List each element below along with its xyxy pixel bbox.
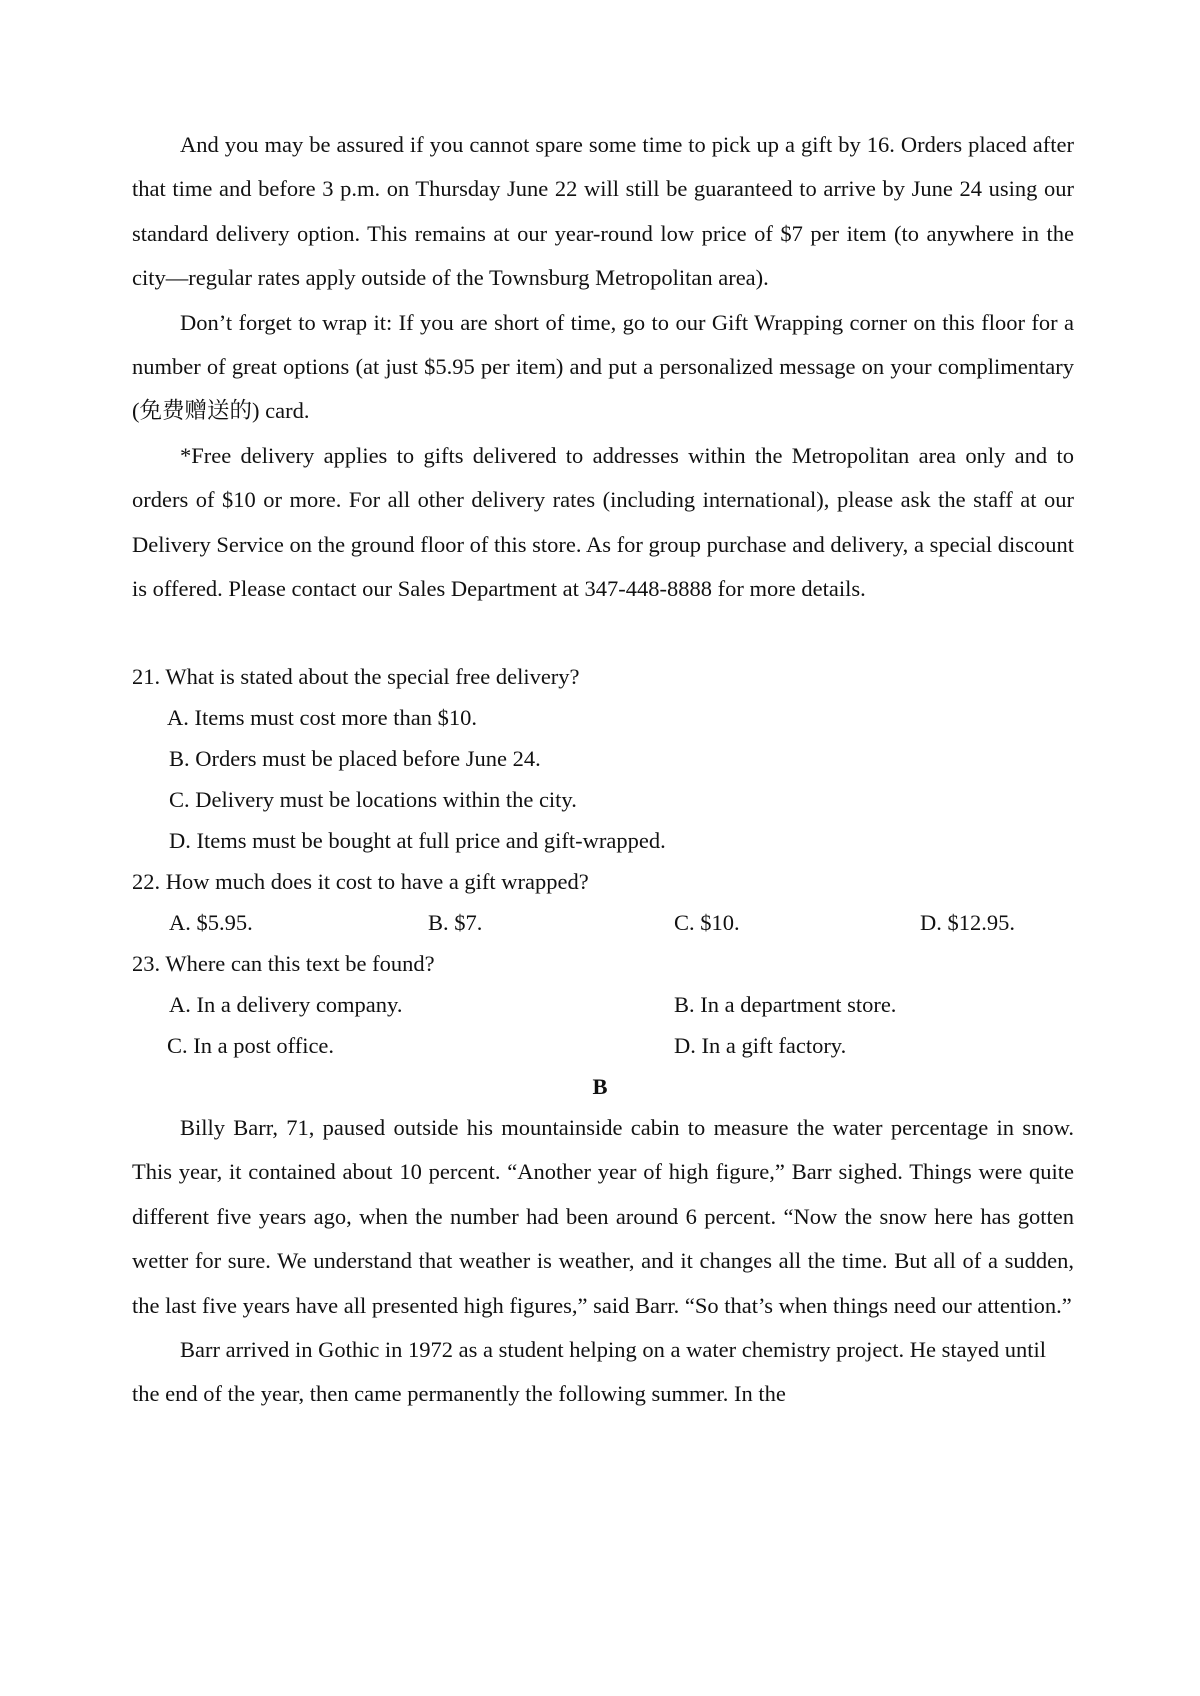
question-22-option-a: A. $5.95. [169,910,253,935]
question-23-option-c: C. In a post office. [167,1033,335,1058]
question-21-option-c: C. Delivery must be locations within the city. [169,787,577,812]
question-23-option-d: D. In a gift factory. [674,1033,847,1058]
question-23-option-a: A. In a delivery company. [169,992,403,1017]
question-23-option-b: B. In a department store. [674,992,897,1017]
question-23-stem: 23. Where can this text be found? [132,951,435,976]
passage-b-paragraph-1: Billy Barr, 71, paused outside his mountainside cabin to measure the water percentage in snow. This year, it contained about 10 percent. “Another year of high figure,” Barr sighed. Things were quite different five years ago, when the number had been around 6 percent. “Now the snow here has gotten wetter for sure. We understand that weather is weather, and it changes all the time. But all of a sudden, the last five years have all presented high figures,” said Barr. “So that’s when things need our attention.” [132,1115,1074,1318]
question-21-stem: 21. What is stated about the special free delivery? [132,664,580,689]
passage-a-paragraph-1: And you may be assured if you cannot spare some time to pick up a gift by 16. Orders placed after that time and before 3 p.m. on Thursday June 22 will still be guaranteed to arrive by June 24 using our standard delivery option. This remains at our year-round low price of $7 per item (to anywhere in the city—regular rates apply outside of the Townsburg Metropolitan area). [132,132,1074,291]
passage-a-paragraph-2: Don’t forget to wrap it: If you are short of time, go to our Gift Wrapping corner on this floor for a number of great options (at just $5.95 per item) and put a personalized message on your complimentary (免费赠送的) card. [132,309,1074,424]
question-21-option-a: A. Items must cost more than $10. [167,705,477,730]
question-22-option-c: C. $10. [674,910,740,935]
passage-a-paragraph-3: *Free delivery applies to gifts delivered to addresses within the Metropolitan area only and to orders of $10 or more. For all other delivery rates (including international), please ask the staff at our Delivery Service on the ground floor of this store. As for group purchase and delivery, a special discount is offered. Please contact our Sales Department at 347-448-8888 for more details. [132,442,1074,602]
question-22-stem: 22. How much does it cost to have a gift wrapped? [132,869,589,894]
passage-b [132,1106,1074,1417]
passage-a [132,123,1074,611]
question-22-option-b: B. $7. [428,910,483,935]
section-b-heading: B [592,1074,608,1099]
question-22-option-d: D. $12.95. [920,910,1015,935]
question-21-option-d: D. Items must be bought at full price and gift-wrapped. [169,828,666,853]
passage-b-paragraph-2: Barr arrived in Gothic in 1972 as a student helping on a water chemistry project. He stayed until the end of the year, then came permanently the following summer. In the [132,1337,1047,1407]
question-21-option-b: B. Orders must be placed before June 24. [169,746,541,771]
